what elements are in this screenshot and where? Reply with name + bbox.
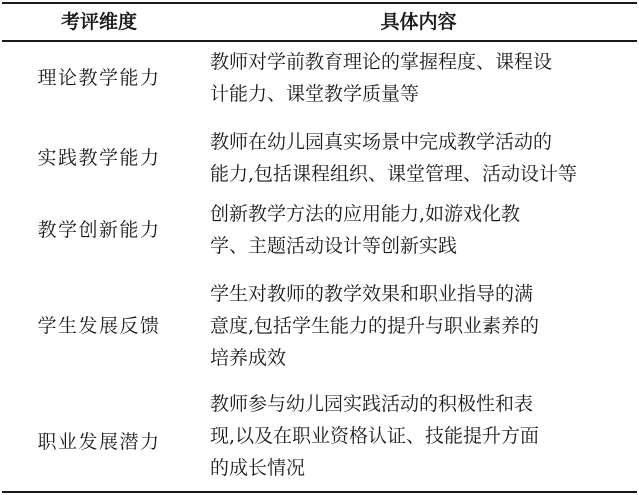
table-bottom-rule	[2, 491, 637, 493]
row-content	[210, 126, 628, 190]
content-line: 现,以及在职业资格认证、技能提升方面	[210, 425, 540, 447]
header-content: 具体内容	[380, 11, 457, 33]
content-line: 计能力、课堂教学质量等	[210, 83, 420, 105]
content-line: 教师参与幼儿园实践活动的积极性和表	[210, 393, 534, 415]
row-content	[210, 388, 628, 484]
content-line: 创新教学方法的应用能力,如游戏化教	[210, 203, 521, 225]
row-content	[210, 46, 628, 110]
content-line: 培养成效	[210, 347, 287, 369]
header-dimension: 考评维度	[60, 11, 137, 33]
row-content	[210, 198, 628, 262]
row-dimension: 职业发展潜力	[37, 431, 161, 453]
content-line: 的成长情况	[210, 457, 306, 479]
row-dimension: 理论教学能力	[37, 67, 161, 89]
content-line: 能力,包括课程组织、课堂管理、活动设计等	[210, 163, 578, 185]
table-header-rule	[2, 40, 637, 42]
row-dimension: 学生发展反馈	[37, 315, 161, 337]
content-line: 教师对学前教育理论的掌握程度、课程设	[210, 51, 553, 73]
content-line: 教师在幼儿园真实场景中完成教学活动的	[210, 131, 553, 153]
content-line: 学、主题活动设计等创新实践	[210, 235, 458, 257]
row-dimension: 实践教学能力	[37, 147, 161, 169]
row-content	[210, 278, 628, 374]
content-line: 学生对教师的教学效果和职业指导的满	[210, 283, 534, 305]
content-line: 意度,包括学生能力的提升与职业素养的	[210, 315, 540, 337]
row-dimension: 教学创新能力	[37, 219, 161, 241]
